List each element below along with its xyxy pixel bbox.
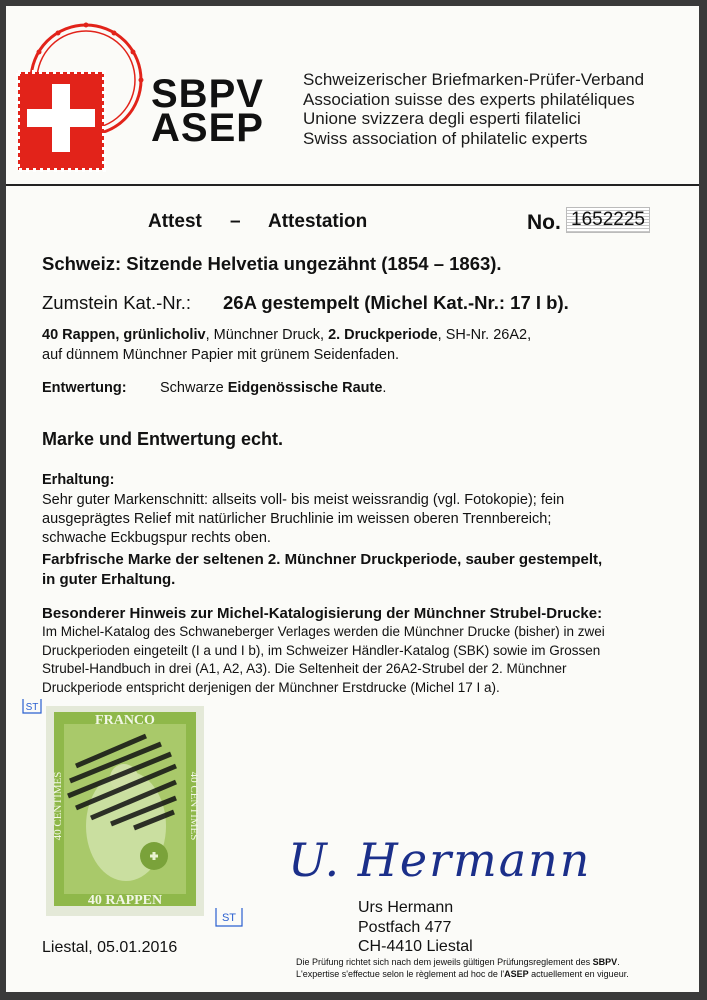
attest-dash: – [230, 211, 241, 232]
svg-text:U. Hermann: U. Hermann [288, 833, 592, 887]
expert-mark-initials: ST [221, 912, 237, 924]
catalog-value: 26A gestempelt (Michel Kat.-Nr.: 17 I b). [223, 292, 569, 313]
catalog-label: Zumstein Kat.-Nr.: [42, 292, 192, 313]
footer-line-1: Die Prüfung richtet sich nach dem jeweils gültigen Prüfungsreglement des SBPV. [296, 957, 620, 967]
stamp-bottom-text: 40 RAPPEN [87, 893, 163, 908]
signatory-name: Urs Hermann [358, 899, 454, 916]
cancellation-value: Schwarze Eidgenössische Raute. [160, 380, 387, 396]
signatory-address-1: Postfach 477 [358, 918, 452, 936]
stamp-description [42, 326, 682, 365]
signatory-address-2: CH-4410 Liestal [358, 938, 473, 955]
verdict: Marke und Entwertung echt. [42, 429, 284, 449]
note-heading: Besonderer Hinweis zur Michel-Katalogisierung der Münchner Strubel-Drucke: [42, 605, 603, 622]
sbpv-seal-logo [16, 14, 144, 174]
signatory-block [358, 898, 473, 957]
attestation-label: Attestation [268, 211, 368, 232]
org-name-fr: Association suisse des experts philatéliques [303, 89, 635, 109]
footer-line-2: L'expertise s'effectue selon le règlement ad hoc de l'ASEP actuellement en vigueur. [296, 969, 629, 979]
description-line-2: auf dünnem Münchner Papier mit grünem Seidenfaden. [42, 346, 400, 363]
condition-text: Sehr guter Markenschnitt: allseits voll- bis meist weissrandig (vgl. Fotokopie); fein ausgeprägtes Relief mit natürlicher Bruchlinie im weissen oberen Trennbereich; schwache Eckbugspur rechts oben. [42, 492, 565, 546]
org-name-it: Unione svizzera degli esperti filatelici [303, 109, 581, 128]
acronym-asep: ASEP [151, 106, 264, 150]
expert-mark-initials: ST [25, 702, 39, 713]
attest-label: Attest [148, 211, 202, 232]
note-text: Im Michel-Katalog des Schwaneberger Verlages werden die Münchner Drucke (bisher) in zwei Druckperioden eingeteilt (I a und I b), im Schweizer Händler-Katalog (SBK) sowie im Grossen Strubel-Handbuch in drei (A1, A2, A3). Die Seltenheit der 26A2-Strubel der 2. Münchner Druckperiode entspricht derjenigen der Münchner Erstdrucke (Michel 17 I a). [42, 624, 605, 695]
stamp-top-text: FRANCO [95, 713, 155, 728]
stamp-left-text: 40 CENTIMES [52, 771, 64, 841]
footer-note [296, 956, 629, 980]
stamp-right-text: 40 CENTIMES [188, 771, 200, 841]
certificate-title: Schweiz: Sitzende Helvetia ungezähnt (1854 – 1863). [42, 253, 502, 274]
header-divider [6, 184, 699, 186]
number-label: No. [527, 211, 561, 234]
place-date: Liestal, 05.01.2016 [42, 939, 178, 956]
organization-names [303, 70, 644, 148]
expert-mark-icon [21, 697, 43, 715]
acronym-sbpv: SBPV [151, 72, 264, 116]
attest-certificate [6, 6, 699, 992]
description-line-1: 40 Rappen, grünlicholiv, Münchner Druck, 2. Druckperiode, SH-Nr. 26A2, [42, 327, 532, 343]
stamp-image [46, 706, 204, 916]
cancellation-label: Entwertung: [42, 380, 127, 396]
certificate-number: 1652225 [566, 207, 650, 233]
org-name-de: Schweizerischer Briefmarken-Prüfer-Verband [303, 70, 645, 89]
condition-summary: Farbfrische Marke der seltenen 2. Münchner Druckperiode, sauber gestempelt, in guter Erhaltung. [42, 551, 603, 588]
expert-mark-icon [214, 906, 244, 928]
condition-heading: Erhaltung: [42, 472, 115, 488]
handwritten-signature [278, 814, 592, 894]
org-name-en: Swiss association of philatelic experts [303, 128, 588, 148]
